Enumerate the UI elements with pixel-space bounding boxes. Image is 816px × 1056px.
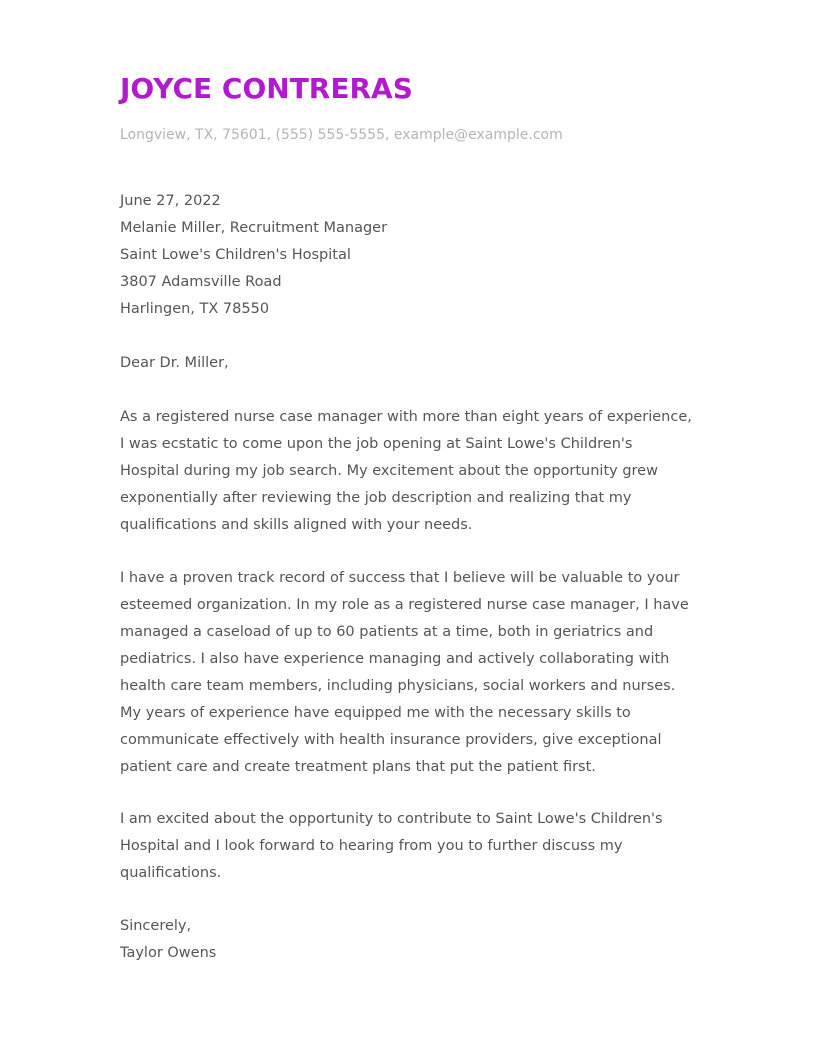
applicant-name: JOYCE CONTRERAS bbox=[120, 72, 413, 105]
paragraph-line: pediatrics. I also have experience managing and actively collaborating with bbox=[120, 651, 670, 667]
paragraph-line: managed a caseload of up to 60 patients at a time, both in geriatrics and bbox=[120, 624, 654, 640]
paragraph-line: Hospital during my job search. My excitement about the opportunity grew bbox=[120, 463, 658, 479]
contact-info: Longview, TX, 75601, (555) 555-5555, example@example.com bbox=[120, 127, 563, 143]
recipient-city-state-zip: Harlingen, TX 78550 bbox=[120, 301, 270, 317]
salutation: Dear Dr. Miller, bbox=[120, 355, 229, 371]
paragraph-line: patient care and create treatment plans that put the patient first. bbox=[120, 759, 596, 775]
paragraph-1 bbox=[120, 404, 720, 539]
paragraph-line: exponentially after reviewing the job description and realizing that my bbox=[120, 490, 632, 506]
recipient-block bbox=[120, 188, 720, 323]
paragraph-line: As a registered nurse case manager with more than eight years of experience, bbox=[120, 409, 692, 425]
paragraph-line: qualifications. bbox=[120, 865, 222, 881]
valediction: Sincerely, bbox=[120, 918, 192, 934]
paragraph-line: I was ecstatic to come upon the job opening at Saint Lowe's Children's bbox=[120, 436, 633, 452]
paragraph-line: I have a proven track record of success that I believe will be valuable to your bbox=[120, 570, 680, 586]
paragraph-line: Hospital and I look forward to hearing from you to further discuss my bbox=[120, 838, 623, 854]
paragraph-line: health care team members, including physicians, social workers and nurses. bbox=[120, 678, 676, 694]
salutation-block bbox=[120, 350, 720, 377]
paragraph-2 bbox=[120, 565, 720, 781]
letter-date: June 27, 2022 bbox=[120, 193, 221, 209]
paragraph-line: My years of experience have equipped me with the necessary skills to bbox=[120, 705, 631, 721]
paragraph-line: esteemed organization. In my role as a registered nurse case manager, I have bbox=[120, 597, 689, 613]
recipient-street: 3807 Adamsville Road bbox=[120, 274, 282, 290]
paragraph-line: I am excited about the opportunity to contribute to Saint Lowe's Children's bbox=[120, 811, 663, 827]
recipient-name-title: Melanie Miller, Recruitment Manager bbox=[120, 220, 388, 236]
paragraph-3 bbox=[120, 806, 720, 887]
paragraph-line: communicate effectively with health insurance providers, give exceptional bbox=[120, 732, 662, 748]
recipient-organization: Saint Lowe's Children's Hospital bbox=[120, 247, 351, 263]
signature-name: Taylor Owens bbox=[120, 945, 217, 961]
paragraph-line: qualifications and skills aligned with your needs. bbox=[120, 517, 473, 533]
closing-block bbox=[120, 913, 720, 967]
